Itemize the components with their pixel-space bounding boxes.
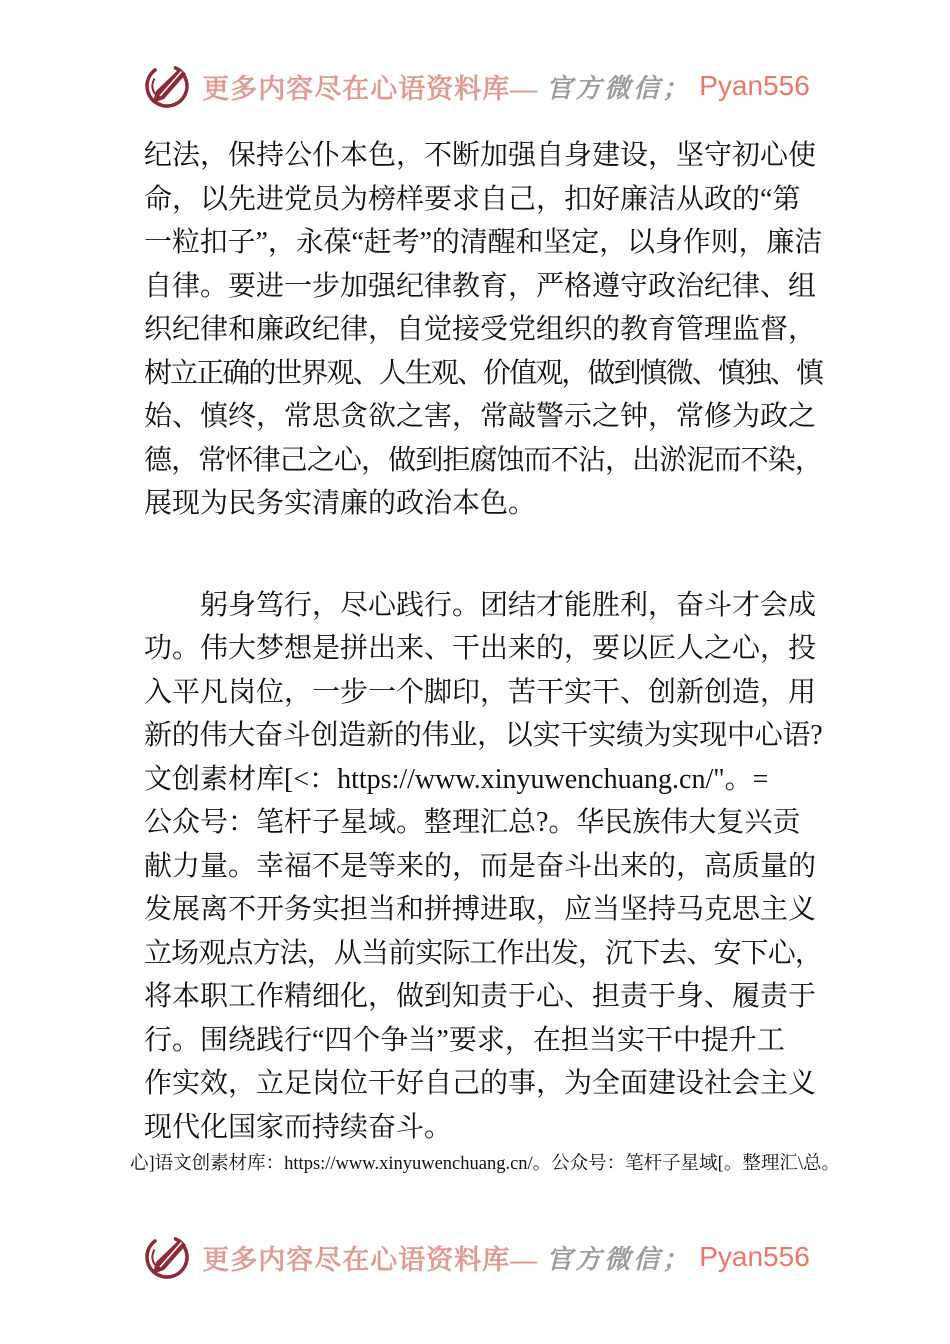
text-line: 自律。要进一步加强纪律教育，严格遵守政治纪律、组 [144, 270, 817, 302]
footer-brand [0, 1229, 950, 1285]
brand-title: 更多内容尽在心语资料库— [202, 73, 539, 104]
wechat-id: Pyan556 [699, 70, 810, 101]
text-line: 织纪律和廉政纪律，自觉接受党组织的教育管理监督， [144, 314, 817, 345]
text-line: 作实效，立足岗位干好自己的事，为全面建设社会主义 [144, 1068, 817, 1099]
brand-title: 更多内容尽在心语资料库— [202, 1244, 539, 1275]
paragraph [144, 584, 822, 1150]
wechat-id: Pyan556 [699, 1241, 810, 1272]
text-line: 新的伟大奋斗创造新的伟业，以实干实绩为实现中心语? [144, 720, 823, 751]
text-line: 将本职工作精细化，做到知责于心、担责于身、履责于 [144, 981, 817, 1012]
pen-circle-logo-icon [140, 1230, 194, 1284]
paragraph [144, 134, 822, 526]
text-line: 发展离不开务实担当和拼搏进取，应当坚持马克思主义 [144, 894, 817, 925]
text-line: 一粒扣子”，永葆“赶考”的清醒和坚定，以身作则，廉洁 [144, 227, 823, 258]
text-line: 立场观点方法，从当前实际工作出发，沉下去、安下心， [144, 937, 823, 969]
pen-circle-logo-icon [140, 59, 194, 113]
text-line: 入平凡岗位，一步一个脚印，苦干实干、创新创造，用 [144, 676, 817, 708]
text-line: 展现为民务实清廉的政治本色。 [144, 488, 537, 519]
source-note: 心]语文创素材库：https://www.xinyuwenchuang.cn/。公众号：笔杆子星域[。整理汇\总。 [130, 1154, 840, 1174]
header-brand [0, 58, 950, 114]
wechat-label: 官方微信； [546, 1244, 692, 1274]
text-line: 功。伟大梦想是拼出来、干出来的，要以匠人之心，投 [144, 633, 817, 664]
document-body [144, 134, 822, 1149]
wechat-label: 官方微信； [546, 73, 692, 103]
text-line: 始、慎终，常思贪欲之害，常敲警示之钟，常修为政之 [144, 401, 817, 432]
text-line: 命，以先进党员为榜样要求自己，扣好廉洁从政的“第 [144, 183, 801, 215]
text-line: 行。围绕践行“四个争当”要求，在担当实干中提升工 [144, 1024, 785, 1056]
text-line: 纪法，保持公仆本色，不断加强自身建设，坚守初心使 [144, 140, 817, 171]
text-line: 现代化国家而持续奋斗。 [144, 1111, 453, 1143]
text-line: 文创素材库[<：https://www.xinyuwenchuang.cn/"。= [144, 763, 769, 795]
text-line: 德，常怀律己之心，做到拒腐蚀而不沾，出淤泥而不染， [144, 444, 823, 476]
text-line: 树立正确的世界观、人生观、价值观，做到慎微、慎独、慎 [144, 357, 823, 389]
text-line: 献力量。幸福不是等来的，而是奋斗出来的，高质量的 [144, 850, 817, 882]
text-line: 躬身笃行，尽心践行。团结才能胜利，奋斗才会成 [200, 589, 817, 621]
text-line: 公众号：笔杆子星域。整理汇总?。华民族伟大复兴贡 [144, 807, 801, 838]
